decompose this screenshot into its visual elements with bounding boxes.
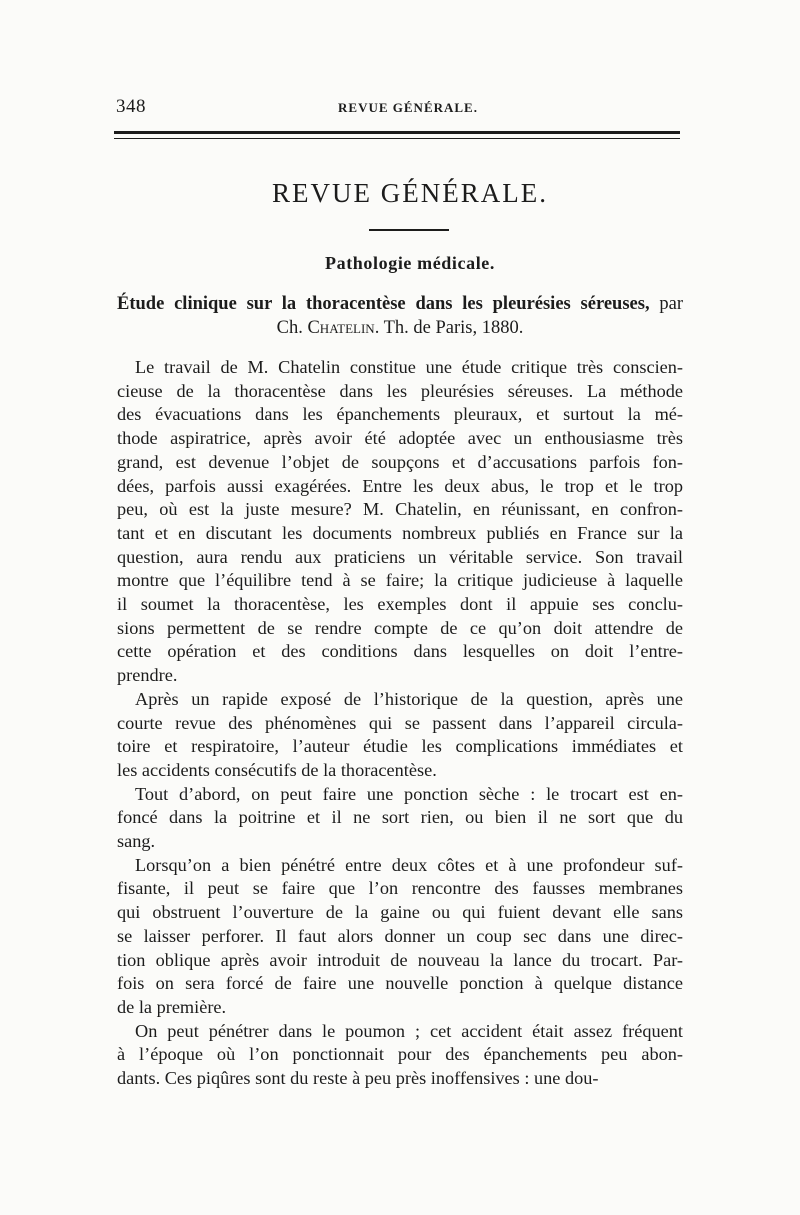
article-body	[117, 356, 683, 1091]
running-head: REVUE GÉNÉRALE.	[338, 100, 478, 115]
paragraph	[117, 1020, 683, 1091]
text-line: dées, parfois aussi exagérées. Entre les deux abus, le trop et le trop	[117, 475, 683, 496]
text-line: On peut pénétrer dans le poumon ; cet accident était assez fréquent	[135, 1020, 683, 1041]
text-line: thode aspiratrice, après avoir été adoptée avec un enthousiasme très	[117, 428, 683, 449]
text-line: peu, où est la juste mesure? M. Chatelin, en réunissant, en confron-	[117, 499, 683, 520]
text-line: tant et en discutant les documents nombreux publiés en France sur la	[117, 522, 683, 543]
text-line: Lorsqu’on a bien pénétré entre deux côtes et à une profondeur suf-	[135, 854, 683, 875]
text-line: Tout d’abord, on peut faire une ponction sèche : le trocart est en-	[135, 783, 683, 804]
header-rule-thin	[114, 138, 680, 139]
text-line: tion oblique après avoir introduit de nouveau la lance du trocart. Par-	[117, 949, 683, 970]
paragraph	[117, 356, 683, 688]
text-line: dants. Ces piqûres sont du reste à peu près inoffensives : une dou-	[117, 1068, 599, 1089]
text-line: foncé dans la poitrine et il ne sort rien, ou bien il ne sort que du	[117, 807, 683, 828]
text-line: grand, est devenue l’objet de soupçons et d’accusations parfois fon-	[117, 451, 683, 472]
page-header	[116, 96, 680, 128]
text-line: sions permettent de se rendre compte de ce qu’on doit attendre de	[117, 617, 683, 638]
article-par: par	[659, 294, 684, 314]
text-line: montre que l’équilibre tend à se faire; la critique judicieuse à laquelle	[117, 570, 683, 591]
text-line: Le travail de M. Chatelin constitue une étude critique très conscien-	[135, 357, 683, 377]
text-line: Après un rapide exposé de l’historique de la question, après une	[135, 688, 683, 709]
text-line: toire et respiratoire, l’auteur étudie les complications immédiates et	[117, 736, 683, 757]
text-line: de la première.	[117, 996, 227, 1017]
text-line: se laisser perforer. Il faut alors donner un coup sec dans une direc-	[117, 925, 683, 946]
section-title: Pathologie médicale.	[325, 253, 495, 273]
article-author-line	[117, 316, 683, 340]
text-line: question, aura rendu aux praticiens un véritable service. Son travail	[117, 546, 683, 567]
paragraph	[117, 854, 683, 1020]
title-rule	[369, 229, 449, 231]
page-number: 348	[116, 96, 146, 117]
text-line: des évacuations dans les épanchements pleuraux, et surtout la mé-	[117, 404, 683, 425]
author-suffix: . Th. de Paris, 1880.	[374, 318, 524, 338]
text-line: il soumet la thoracentèse, les exemples dont il appuie ses conclu-	[117, 594, 683, 615]
article-heading-line-1	[117, 292, 683, 316]
text-line: qui obstruent l’ouverture de la gaine ou qui fuient devant elle sans	[117, 902, 683, 923]
text-line: prendre.	[117, 665, 178, 686]
article-heading	[117, 292, 683, 340]
article-title: Étude clinique sur la thoracentèse dans les pleurésies séreuses,	[117, 294, 650, 314]
author-prefix: Ch.	[276, 318, 303, 338]
paragraph	[117, 688, 683, 783]
text-line: courte revue des phénomènes qui se passent dans l’appareil circula-	[117, 712, 683, 733]
main-title: REVUE GÉNÉRALE.	[272, 178, 548, 208]
header-rule-thick	[114, 131, 680, 134]
paragraph	[117, 783, 683, 854]
text-line: à l’époque où l’on ponctionnait pour des épanchements peu abon-	[117, 1044, 683, 1065]
text-line: fisante, il peut se faire que l’on rencontre des fausses membranes	[117, 878, 683, 899]
text-line: les accidents consécutifs de la thoracentèse.	[117, 759, 437, 780]
text-line: cieuse de la thoracentèse dans les pleurésies séreuses. La méthode	[117, 380, 683, 401]
text-line: fois on sera forcé de faire une nouvelle ponction à quelque distance	[117, 973, 683, 994]
text-line: cette opération et des conditions dans lesquelles on doit l’entre-	[117, 641, 683, 662]
author-name: Chatelin	[307, 318, 375, 338]
text-line: sang.	[117, 831, 156, 852]
